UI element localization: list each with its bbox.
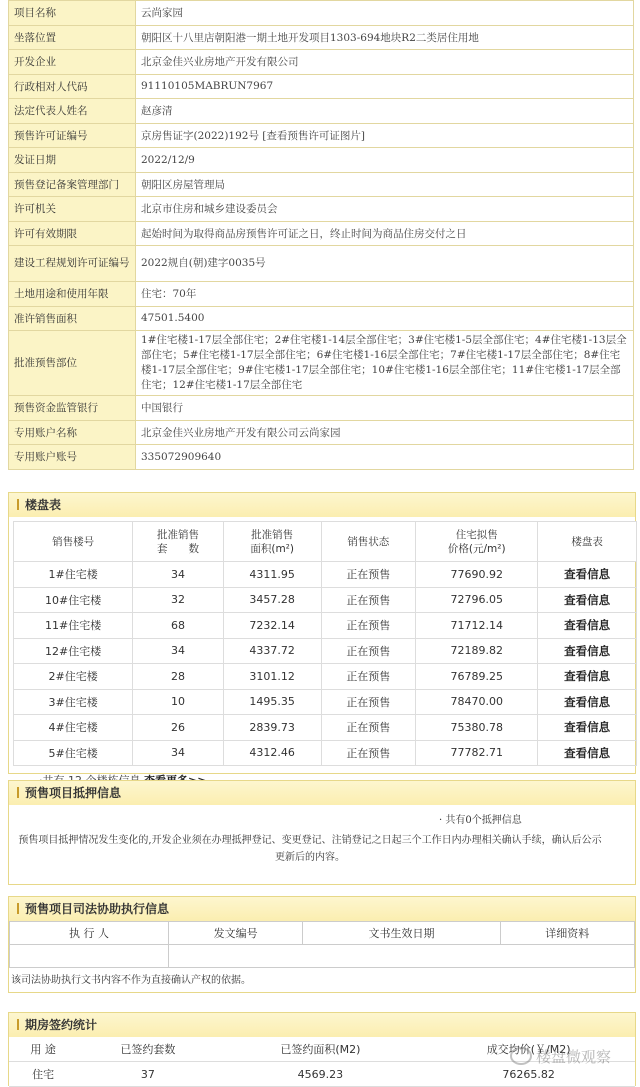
watermark-text: 楼盘微观察 <box>536 1048 612 1066</box>
column-header: 文书生效日期 <box>303 922 500 945</box>
section-title: 预售项目抵押信息 <box>25 786 122 800</box>
building-table <box>13 521 637 766</box>
info-label: 土地用途和使用年限 <box>9 282 136 307</box>
table-cell: 正在预售 <box>321 613 416 639</box>
table-cell: 3457.28 <box>223 587 321 613</box>
table-cell: 4#住宅楼 <box>14 715 133 741</box>
table-cell: 4569.23 <box>219 1062 423 1087</box>
section-bar-icon <box>17 1019 19 1030</box>
section-bar-icon <box>17 903 19 914</box>
wechat-icon <box>510 1047 532 1065</box>
table-cell: 2839.73 <box>223 715 321 741</box>
table-cell: 4311.95 <box>223 562 321 588</box>
view-info-link[interactable]: 查看信息 <box>538 689 637 715</box>
table-cell: 正在预售 <box>321 715 416 741</box>
info-row <box>9 74 634 99</box>
info-value: 住宅：70年 <box>136 282 634 307</box>
table-cell: 12#住宅楼 <box>14 638 133 664</box>
info-label: 建设工程规划许可证编号 <box>9 246 136 282</box>
info-row <box>9 331 634 396</box>
table-row <box>14 664 637 690</box>
empty-cell <box>10 945 169 968</box>
info-value: 中国银行 <box>136 396 634 421</box>
section-bar-icon <box>17 787 19 798</box>
table-cell: 3#住宅楼 <box>14 689 133 715</box>
table-cell: 正在预售 <box>321 562 416 588</box>
info-label: 预售资金监管银行 <box>9 396 136 421</box>
info-value: 朝阳区十八里店朝阳港一期土地开发项目1303-694地块R2二类居住用地 <box>136 25 634 50</box>
column-header: 成交均价(￥/M2) <box>422 1037 635 1062</box>
mortgage-count: · 共有0个抵押信息 <box>439 815 522 826</box>
column-header: 批准销售 面积(m²) <box>223 522 321 562</box>
judicial-header <box>9 897 635 921</box>
column-header: 批准销售 套 数 <box>133 522 224 562</box>
info-label: 专用账户名称 <box>9 420 136 445</box>
column-header: 住宅拟售 价格(元/m²) <box>416 522 538 562</box>
info-label: 行政相对人代码 <box>9 74 136 99</box>
table-row <box>14 562 637 588</box>
mortgage-note: 预售项目抵押情况发生变化的,开发企业须在办理抵押登记、变更登记、注销登记之日起三个工作日内办理相关确认手续，确认后公示更新后的内容。 <box>18 835 602 863</box>
table-cell: 71712.14 <box>416 613 538 639</box>
table-cell: 4337.72 <box>223 638 321 664</box>
table-cell: 78470.00 <box>416 689 538 715</box>
column-header: 销售状态 <box>321 522 416 562</box>
section-title: 楼盘表 <box>25 498 62 512</box>
info-label: 专用账户账号 <box>9 445 136 470</box>
column-header: 已签约面积(M2) <box>219 1037 423 1062</box>
view-info-link[interactable]: 查看信息 <box>538 613 637 639</box>
table-cell: 34 <box>133 740 224 766</box>
column-header: 详细资料 <box>500 922 634 945</box>
info-value: 2022规自(朝)建字0035号 <box>136 246 634 282</box>
table-cell: 34 <box>133 562 224 588</box>
table-cell: 76265.82 <box>422 1062 635 1087</box>
info-row <box>9 1 634 26</box>
table-cell: 正在预售 <box>321 740 416 766</box>
view-info-link[interactable]: 查看信息 <box>538 562 637 588</box>
table-cell: 1495.35 <box>223 689 321 715</box>
info-label: 发证日期 <box>9 148 136 173</box>
info-row <box>9 50 634 75</box>
view-info-link[interactable]: 查看信息 <box>538 715 637 741</box>
column-header: 发文编号 <box>169 922 303 945</box>
contract-header <box>9 1013 635 1037</box>
loupan-header <box>9 493 635 517</box>
table-cell: 10#住宅楼 <box>14 587 133 613</box>
table-cell: 34 <box>133 638 224 664</box>
info-label: 坐落位置 <box>9 25 136 50</box>
column-header: 已签约套数 <box>77 1037 218 1062</box>
section-bar-icon <box>17 499 19 510</box>
table-cell: 72189.82 <box>416 638 538 664</box>
info-value: 云尚家园 <box>136 1 634 26</box>
info-label: 法定代表人姓名 <box>9 99 136 124</box>
table-cell: 3101.12 <box>223 664 321 690</box>
info-row <box>9 197 634 222</box>
table-cell: 5#住宅楼 <box>14 740 133 766</box>
table-cell: 7232.14 <box>223 613 321 639</box>
info-label: 项目名称 <box>9 1 136 26</box>
judicial-table <box>9 921 635 968</box>
info-value[interactable]: 京房售证字(2022)192号 [查看预售许可证图片] <box>136 123 634 148</box>
table-cell: 1#住宅楼 <box>14 562 133 588</box>
info-value: 朝阳区房屋管理局 <box>136 172 634 197</box>
info-row <box>9 123 634 148</box>
section-title: 预售项目司法协助执行信息 <box>25 902 170 916</box>
view-info-link[interactable]: 查看信息 <box>538 638 637 664</box>
table-cell: 2#住宅楼 <box>14 664 133 690</box>
loupan-section <box>8 492 636 774</box>
view-info-link[interactable]: 查看信息 <box>538 664 637 690</box>
info-value: 2022/12/9 <box>136 148 634 173</box>
table-cell: 11#住宅楼 <box>14 613 133 639</box>
info-value: 北京市住房和城乡建设委员会 <box>136 197 634 222</box>
section-title: 期房签约统计 <box>25 1018 98 1032</box>
table-row <box>14 638 637 664</box>
column-header: 执 行 人 <box>10 922 169 945</box>
info-label: 许可机关 <box>9 197 136 222</box>
table-cell: 26 <box>133 715 224 741</box>
table-row <box>14 715 637 741</box>
table-row <box>14 587 637 613</box>
info-value: 1#住宅楼1-17层全部住宅；2#住宅楼1-14层全部住宅；3#住宅楼1-5层全部住宅；4#住宅楼1-13层全部住宅；5#住宅楼1-17层全部住宅；6#住宅楼1-16层全部住宅；7#住宅楼1-17层全部住宅；8#住宅楼1-17层全部住宅；9#住宅楼1-17层全部住宅；10#住宅楼1-16层全部住宅；11#住宅楼1-17层全部住宅；12#住宅楼1-17层全部住宅 <box>136 331 634 396</box>
info-row <box>9 148 634 173</box>
info-label: 批准预售部位 <box>9 331 136 396</box>
view-info-link[interactable]: 查看信息 <box>538 740 637 766</box>
table-cell: 76789.25 <box>416 664 538 690</box>
info-value: 起始时间为取得商品房预售许可证之日，终止时间为商品住房交付之日 <box>136 221 634 246</box>
watermark <box>510 1046 611 1067</box>
project-info <box>8 0 634 470</box>
info-value: 赵彦清 <box>136 99 634 124</box>
table-row <box>14 689 637 715</box>
info-label: 开发企业 <box>9 50 136 75</box>
info-label: 许可有效期限 <box>9 221 136 246</box>
info-value: 北京金佳兴业房地产开发有限公司云尚家园 <box>136 420 634 445</box>
mortgage-header <box>9 781 635 805</box>
table-cell: 正在预售 <box>321 587 416 613</box>
table-cell: 72796.05 <box>416 587 538 613</box>
info-label: 预售许可证编号 <box>9 123 136 148</box>
info-row <box>9 396 634 421</box>
table-row <box>14 740 637 766</box>
table-cell: 28 <box>133 664 224 690</box>
column-header: 用 途 <box>9 1037 77 1062</box>
table-cell: 68 <box>133 613 224 639</box>
info-value: 91110105MABRUN7967 <box>136 74 634 99</box>
info-row <box>9 282 634 307</box>
info-value: 335072909640 <box>136 445 634 470</box>
table-cell: 正在预售 <box>321 689 416 715</box>
table-cell: 正在预售 <box>321 638 416 664</box>
judicial-section <box>8 896 636 993</box>
table-cell: 37 <box>77 1062 218 1087</box>
empty-cell <box>169 945 635 968</box>
judicial-note: 该司法协助执行文书内容不作为直接确认产权的依据。 <box>11 975 251 986</box>
info-label: 预售登记备案管理部门 <box>9 172 136 197</box>
info-row <box>9 420 634 445</box>
table-row <box>14 613 637 639</box>
info-value: 北京金佳兴业房地产开发有限公司 <box>136 50 634 75</box>
info-value: 47501.5400 <box>136 306 634 331</box>
table-cell: 77782.71 <box>416 740 538 766</box>
info-row <box>9 445 634 470</box>
column-header: 楼盘表 <box>538 522 637 562</box>
info-row <box>9 25 634 50</box>
table-cell: 4312.46 <box>223 740 321 766</box>
project-info-table <box>8 0 634 470</box>
info-row <box>9 99 634 124</box>
info-row <box>9 172 634 197</box>
info-label: 准许销售面积 <box>9 306 136 331</box>
table-cell: 77690.92 <box>416 562 538 588</box>
table-cell: 住宅 <box>9 1062 77 1087</box>
table-cell: 正在预售 <box>321 664 416 690</box>
info-row <box>9 221 634 246</box>
info-row <box>9 306 634 331</box>
mortgage-section <box>8 780 636 885</box>
view-info-link[interactable]: 查看信息 <box>538 587 637 613</box>
table-cell: 10 <box>133 689 224 715</box>
column-header: 销售楼号 <box>14 522 133 562</box>
table-cell: 32 <box>133 587 224 613</box>
table-cell: 75380.78 <box>416 715 538 741</box>
info-row <box>9 246 634 282</box>
